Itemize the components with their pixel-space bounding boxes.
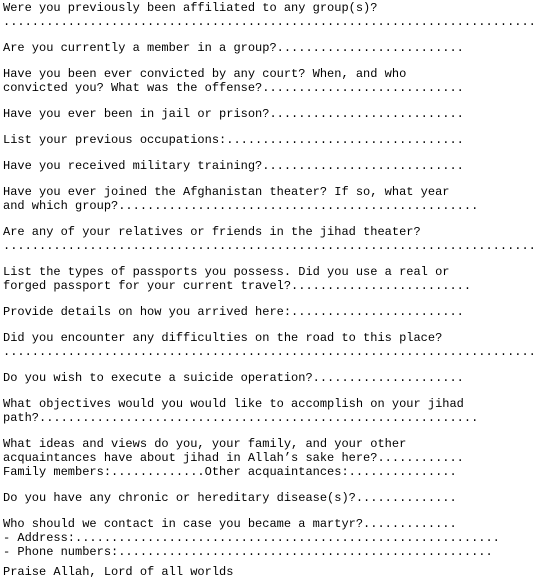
q9-passports-line-2: forged passport for your current travel?......................... [3,279,472,293]
q1-affiliation-text: Were you previously been affiliated to any group(s)? [3,1,378,15]
q3-convicted-line-1: Have you been ever convicted by any court? When, and who [3,67,407,81]
q8-answer-dots: .......................................................................... [3,239,536,253]
q13-objectives-line-1: What objectives would you would like to accomplish on your jihad [3,397,464,411]
q14-ideas-line-1: What ideas and views do you, your family, and your other [3,437,407,451]
q11-answer-dots: .......................................................................... [3,345,536,359]
q16-address-field: - Address:........................................................... [3,531,500,545]
q11-difficulties-text: Did you encounter any difficulties on the road to this place? [3,331,443,345]
q6-military-training: Have you received military training?............................ [3,159,464,173]
q16-contact-text: Who should we contact in case you became a martyr?............. [3,517,457,531]
closing-praise: Praise Allah, Lord of all worlds [3,565,234,579]
q16-phone-field: - Phone numbers:.................................................... [3,545,493,559]
q2-current-member: Are you currently a member in a group?.......................... [3,41,464,55]
q1-answer-dots: .......................................................................... [3,15,536,29]
q10-arrival-details: Provide details on how you arrived here:........................ [3,305,464,319]
q14-ideas-line-2: acquaintances have about jihad in Allah’s sake here?............ [3,451,464,465]
q15-disease: Do you have any chronic or hereditary disease(s)?.............. [3,491,457,505]
q14-family-acquaintances: Family members:.............Other acquaintances:............... [3,465,457,479]
q9-passports-line-1: List the types of passports you possess. Did you use a real or [3,265,450,279]
q13-objectives-line-2: path?............................................................. [3,411,479,425]
q12-suicide-operation: Do you wish to execute a suicide operation?..................... [3,371,464,385]
q7-afghanistan-line-2: and which group?.................................................. [3,199,479,213]
q7-afghanistan-line-1: Have you ever joined the Afghanistan theater? If so, what year [3,185,450,199]
q4-jail: Have you ever been in jail or prison?........................... [3,107,464,121]
q3-convicted-line-2: convicted you? What was the offense?............................ [3,81,464,95]
q8-relatives-text: Are any of your relatives or friends in the jihad theater? [3,225,421,239]
q5-occupations: List your previous occupations:................................. [3,133,464,147]
